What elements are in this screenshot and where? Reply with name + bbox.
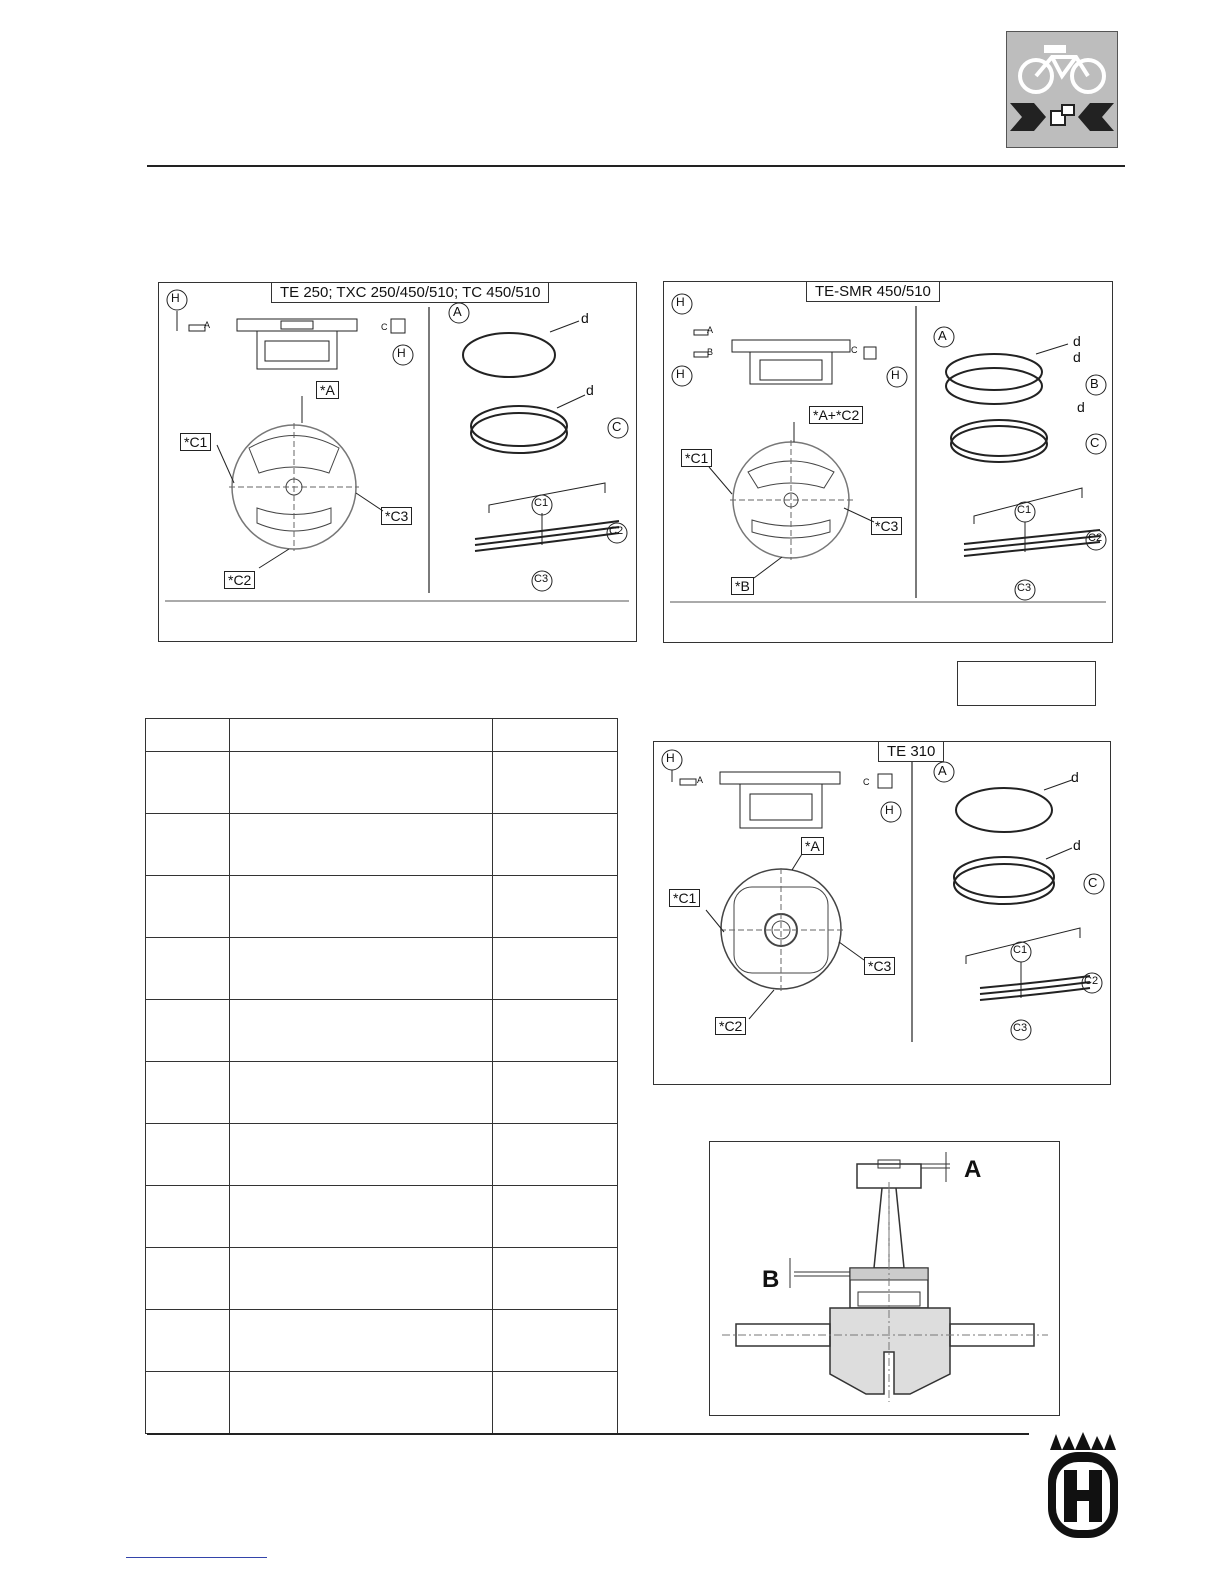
table-row	[146, 1124, 618, 1186]
ring-c-label: C	[1088, 875, 1098, 890]
table-row	[146, 1062, 618, 1124]
d-label: d	[1073, 837, 1081, 853]
ring-b-label: B	[1090, 376, 1099, 391]
h-label: H	[676, 295, 685, 309]
connecting-rod-figure	[709, 1141, 1060, 1416]
star-c1-label: *C1	[669, 889, 700, 907]
ring-c-label: C	[612, 419, 622, 434]
h-label: H	[666, 751, 675, 765]
footer-link-underline[interactable]	[126, 1557, 267, 1558]
c3-label: C3	[1017, 582, 1032, 594]
spec-table	[145, 718, 618, 1434]
star-c1-label: *C1	[180, 433, 211, 451]
ring-a-label: A	[938, 763, 947, 778]
star-a-label: *A	[801, 837, 824, 855]
table-row	[146, 1310, 618, 1372]
table-row	[146, 876, 618, 938]
figure-title: TE-SMR 450/510	[806, 281, 940, 302]
table-row	[146, 1248, 618, 1310]
h-label: H	[397, 346, 406, 360]
d-label: d	[586, 382, 594, 398]
h-label: H	[891, 368, 900, 382]
star-c2-label: *C2	[715, 1017, 746, 1035]
c3-label: C3	[1013, 1022, 1028, 1034]
table-row	[146, 938, 618, 1000]
star-a-label: *A	[316, 381, 339, 399]
h-label: H	[171, 291, 180, 305]
c2-label: C2	[1084, 975, 1099, 987]
ring-a-label: A	[453, 304, 462, 319]
table-row	[146, 1186, 618, 1248]
ring-a-label: A	[938, 328, 947, 343]
fig3-labels	[653, 741, 1109, 1083]
d-label: d	[1073, 349, 1081, 365]
model-code-box	[957, 661, 1096, 706]
star-c3-label: *C3	[871, 517, 902, 535]
c2-label: C2	[609, 525, 624, 537]
husqvarna-logo-icon	[1040, 1430, 1126, 1542]
c-label: C	[851, 345, 858, 355]
figure-title: TE 310	[878, 741, 944, 762]
fig1-labels	[158, 282, 635, 640]
star-c2-label: *C2	[224, 571, 255, 589]
star-b-label: *B	[731, 577, 754, 595]
clearance-label-b: B	[762, 1266, 780, 1293]
figure-title: TE 250; TXC 250/450/510; TC 450/510	[271, 282, 549, 303]
star-c1-label: *C1	[681, 449, 712, 467]
ring-c-label: C	[1090, 435, 1100, 450]
c1-label: C1	[534, 497, 549, 509]
star-c3-label: *C3	[864, 957, 895, 975]
header-rule	[147, 165, 1125, 167]
star-a-c2-label: *A+*C2	[809, 406, 863, 424]
h-label: H	[885, 803, 894, 817]
c1-label: C1	[1013, 944, 1028, 956]
motorcycle-engine-icon	[1006, 31, 1118, 148]
c-label: C	[863, 777, 870, 787]
table-row	[146, 814, 618, 876]
a-label: A	[204, 320, 211, 330]
d-label: d	[1073, 333, 1081, 349]
d-label: d	[1077, 399, 1085, 415]
c2-label: C2	[1088, 532, 1103, 544]
fig2-labels	[663, 281, 1111, 641]
d-label: d	[581, 310, 589, 326]
h-label: H	[676, 367, 685, 381]
star-c3-label: *C3	[381, 507, 412, 525]
c1-label: C1	[1017, 504, 1032, 516]
table-row	[146, 1372, 618, 1434]
table-row	[146, 1000, 618, 1062]
c-label: C	[381, 322, 388, 332]
table-header-row	[146, 719, 618, 752]
c3-label: C3	[534, 573, 549, 585]
d-label: d	[1071, 769, 1079, 785]
clearance-label-a: A	[964, 1156, 982, 1183]
a-label: A	[697, 775, 704, 785]
a-label: A	[707, 325, 714, 335]
b-label: B	[707, 347, 714, 357]
footer-rule	[147, 1433, 1029, 1435]
table-row	[146, 752, 618, 814]
